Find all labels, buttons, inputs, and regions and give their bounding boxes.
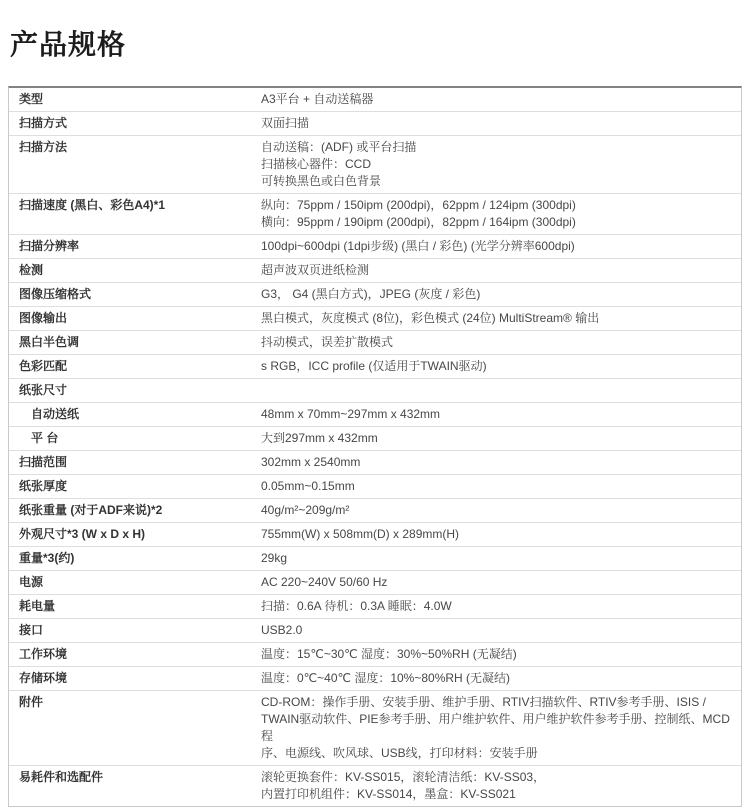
spec-row (9, 403, 741, 427)
spec-value-line: 纵向：75ppm / 150ipm (200dpi)，62ppm / 124ipm (300dpi) (261, 198, 576, 212)
spec-label: 图像输出 (19, 311, 68, 325)
spec-row (9, 379, 741, 403)
spec-value-line: TWAIN驱动软件、PIE参考手册、用户维护软件、用户维护软件参考手册、控制纸、MCD程 (261, 712, 730, 743)
spec-value (261, 197, 741, 231)
spec-row (9, 112, 741, 136)
spec-label: 扫描速度 (黑白、彩色A4)*1 (19, 198, 166, 212)
spec-label: 类型 (19, 92, 44, 106)
spec-value (261, 358, 741, 375)
spec-value (261, 478, 741, 495)
spec-label: 外观尺寸*3 (W x D x H) (19, 527, 146, 541)
spec-row (9, 194, 741, 235)
spec-value (261, 115, 741, 132)
spec-label: 耗电量 (19, 599, 56, 613)
spec-row (9, 259, 741, 283)
spec-value-line: 100dpi~600dpi (1dpi步级) (黑白 / 彩色) (光学分辨率600dpi) (261, 239, 575, 253)
spec-value-line: 扫描：0.6A 待机：0.3A 睡眠：4.0W (261, 599, 452, 613)
spec-value (261, 502, 741, 519)
spec-value (261, 646, 741, 663)
spec-value-line: 双面扫描 (261, 116, 310, 130)
page-title: 产品规格 (10, 29, 127, 60)
spec-label: 纸张尺寸 (19, 383, 68, 397)
spec-row (9, 547, 741, 571)
spec-value-line: 0.05mm~0.15mm (261, 479, 355, 493)
spec-row (9, 766, 741, 806)
spec-label: 自动送纸 (31, 407, 80, 421)
spec-value-line: 序、电源线、吹风球、USB线，打印材料：安装手册 (261, 746, 538, 760)
spec-label: 附件 (19, 695, 44, 709)
spec-value-line: 302mm x 2540mm (261, 455, 361, 469)
spec-label: 纸张厚度 (19, 479, 68, 493)
spec-value (261, 310, 741, 327)
spec-label: 检测 (19, 263, 44, 277)
spec-row (9, 235, 741, 259)
spec-label: 平 台 (31, 431, 59, 445)
spec-value-line: s RGB，ICC profile (仅适用于TWAIN驱动) (261, 359, 487, 373)
spec-label: 色彩匹配 (19, 359, 68, 373)
spec-value (261, 694, 741, 762)
spec-value-line: 黑白模式，灰度模式 (8位)，彩色模式 (24位) MultiStream® 输出 (261, 311, 600, 325)
spec-value (261, 91, 741, 108)
spec-value (261, 550, 741, 567)
spec-row (9, 475, 741, 499)
spec-value-line: 48mm x 70mm~297mm x 432mm (261, 407, 441, 421)
spec-value (261, 598, 741, 615)
spec-table (8, 86, 742, 807)
spec-value-line: 扫描核心器件：CCD (261, 157, 371, 171)
spec-row (9, 355, 741, 379)
spec-label: 纸张重量 (对于ADF来说)*2 (19, 503, 163, 517)
spec-row (9, 283, 741, 307)
spec-value (261, 262, 741, 279)
spec-value-line: 29kg (261, 551, 288, 565)
spec-value-line: A3平台 + 自动送稿器 (261, 92, 374, 106)
spec-label: 扫描范围 (19, 455, 68, 469)
spec-value (261, 286, 741, 303)
spec-value-line: USB2.0 (261, 623, 303, 637)
spec-row (9, 331, 741, 355)
spec-row (9, 136, 741, 194)
spec-value (261, 406, 741, 423)
spec-value (261, 574, 741, 591)
spec-value (261, 139, 741, 190)
spec-value-line: G3， G4 (黑白方式)，JPEG (灰度 / 彩色) (261, 287, 481, 301)
spec-row (9, 451, 741, 475)
spec-row (9, 667, 741, 691)
spec-row (9, 523, 741, 547)
spec-value-line: CD-ROM：操作手册、安装手册、维护手册、RTIV扫描软件、RTIV参考手册、ISIS / (261, 695, 706, 709)
spec-value-line: 40g/m²~209g/m² (261, 503, 350, 517)
spec-value-line: 内置打印机组件：KV-SS014，墨盒：KV-SS021 (261, 787, 516, 801)
spec-value-line: 横向：95ppm / 190ipm (200dpi)，82ppm / 164ipm (300dpi) (261, 215, 576, 229)
spec-label: 工作环境 (19, 647, 68, 661)
spec-row (9, 427, 741, 451)
spec-row (9, 691, 741, 766)
spec-value (261, 622, 741, 639)
spec-value (261, 334, 741, 351)
spec-label: 重量*3(约) (19, 551, 75, 565)
spec-label: 存储环境 (19, 671, 68, 685)
spec-value-line: 大到297mm x 432mm (261, 431, 378, 445)
spec-label: 电源 (19, 575, 44, 589)
spec-label: 黑白半色调 (19, 335, 80, 349)
spec-label: 易耗件和选配件 (19, 770, 104, 784)
spec-label: 接口 (19, 623, 44, 637)
spec-value-line: 超声波双页进纸检测 (261, 263, 370, 277)
spec-label: 扫描方法 (19, 140, 68, 154)
spec-value-line: 可转换黑色或白色背景 (261, 174, 382, 188)
spec-value-line: 温度：0℃~40℃ 湿度：10%~80%RH (无凝结) (261, 671, 511, 685)
spec-value-line: 抖动模式，误差扩散模式 (261, 335, 394, 349)
spec-value-line: 755mm(W) x 508mm(D) x 289mm(H) (261, 527, 460, 541)
spec-row (9, 88, 741, 112)
spec-row (9, 307, 741, 331)
spec-value (261, 526, 741, 543)
spec-value-line: AC 220~240V 50/60 Hz (261, 575, 388, 589)
spec-value (261, 454, 741, 471)
spec-label: 扫描方式 (19, 116, 68, 130)
spec-value (261, 769, 741, 803)
spec-row (9, 643, 741, 667)
spec-value (261, 382, 741, 399)
spec-row (9, 595, 741, 619)
spec-value-line: 滚轮更换套件：KV-SS015，滚轮清洁纸：KV-SS03， (261, 770, 546, 784)
spec-label: 扫描分辨率 (19, 239, 80, 253)
spec-label: 图像压缩格式 (19, 287, 92, 301)
spec-row (9, 619, 741, 643)
spec-value (261, 670, 741, 687)
spec-row (9, 499, 741, 523)
spec-value-line: 自动送稿：(ADF) 或平台扫描 (261, 140, 417, 154)
spec-value-line: 温度：15℃~30℃ 湿度：30%~50%RH (无凝结) (261, 647, 517, 661)
spec-value (261, 430, 741, 447)
spec-value (261, 238, 741, 255)
spec-row (9, 571, 741, 595)
